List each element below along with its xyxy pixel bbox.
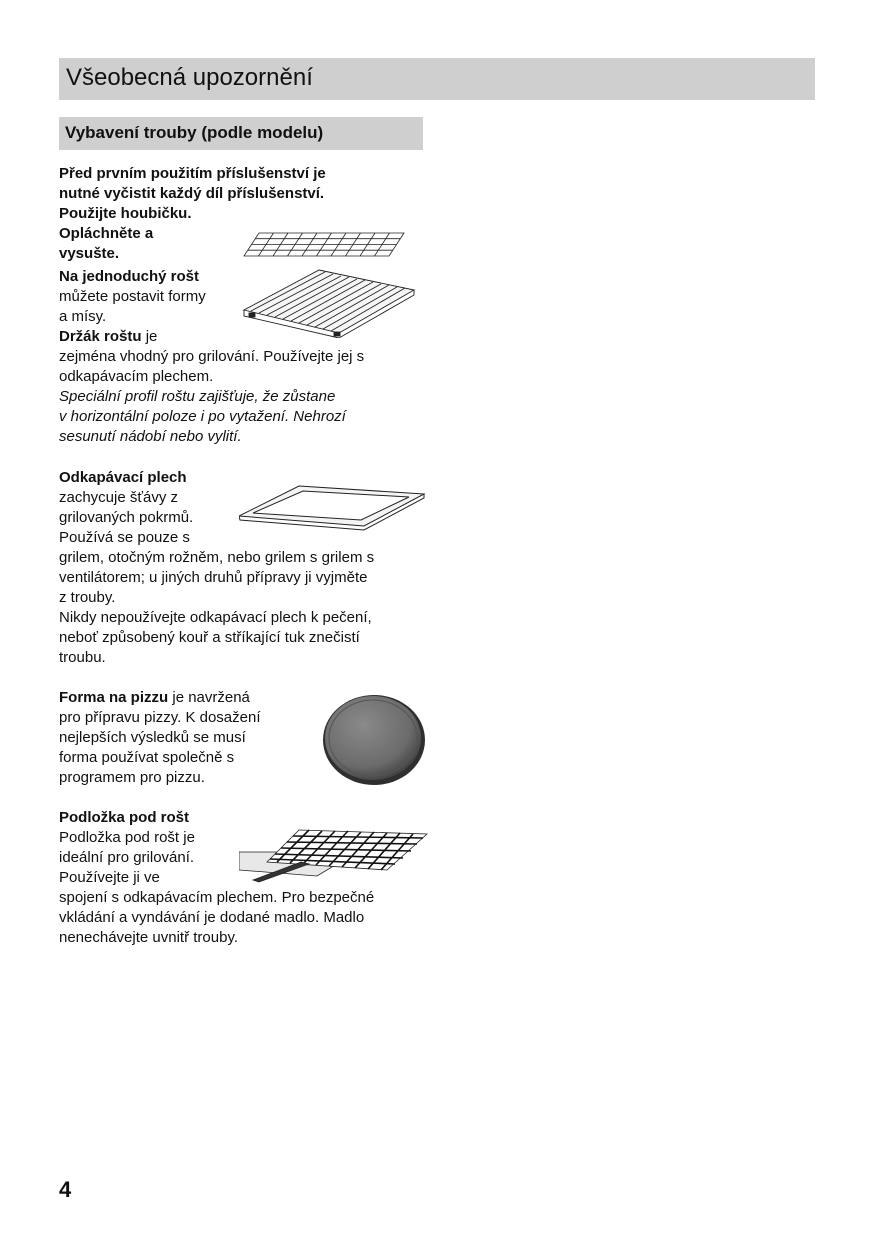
pad-title: Podložka pod rošt (59, 809, 190, 826)
section-title: Vybavení trouby (podle modelu) (65, 123, 324, 142)
pad-line: ideální pro grilování. (59, 849, 195, 866)
drip-line: neboť způsobený kouř a stříkající tuk znečistí (59, 629, 360, 646)
section-bar (59, 117, 423, 150)
holder-suffix: je (141, 328, 158, 345)
pizza-line: nejlepších výsledků se musí (59, 729, 246, 746)
rack-line: a mísy. (59, 308, 107, 325)
drip-line: grilovaných pokrmů. (59, 509, 194, 526)
page-number: 4 (59, 1177, 72, 1202)
rack-line: můžete postavit formy (59, 288, 206, 305)
drip-title: Odkapávací plech (59, 469, 187, 486)
holder-note: Speciální profil roštu zajišťuje, že zůstane (59, 388, 336, 405)
drip-block (59, 468, 429, 668)
rack-pad-icon (239, 826, 429, 886)
drip-line: troubu. (59, 649, 106, 666)
pad-block (59, 808, 429, 948)
intro-line: Opláchněte a (59, 225, 154, 242)
drip-line: Používá se pouze s (59, 529, 190, 546)
intro-line: Před prvním použitím příslušenství je (59, 165, 326, 182)
intro-line: Použijte houbičku. (59, 205, 192, 222)
holder-line: zejména vhodný pro grilování. Používejte jej s (59, 348, 365, 365)
holder-note: sesunutí nádobí nebo vylití. (59, 428, 242, 445)
intro-block (59, 164, 429, 447)
pad-line: nenechávejte uvnitř trouby. (59, 929, 238, 946)
holder-title: Držák roštu (59, 328, 142, 345)
intro-line: vysušte. (59, 245, 120, 262)
holder-note: v horizontální poloze i po vytažení. Nehrozí (59, 408, 346, 425)
pizza-line: programem pro pizzu. (59, 769, 205, 786)
wire-grid-icon (239, 228, 429, 338)
drip-line: grilem, otočným rožněm, nebo grilem s grilem s (59, 549, 375, 566)
drip-line: zachycuje šťávy z (59, 489, 179, 506)
drip-line: Nikdy nepoužívejte odkapávací plech k pečení, (59, 609, 372, 626)
pizza-line: pro přípravu pizzy. K dosažení (59, 709, 261, 726)
drip-tray-icon (239, 482, 429, 532)
pizza-pan-icon (317, 690, 429, 790)
pad-line: Podložka pod rošt je (59, 829, 195, 846)
header-bar (59, 58, 815, 100)
pizza-suffix: je navržená (168, 689, 250, 706)
pizza-title: Forma na pizzu (59, 689, 169, 706)
pizza-line: forma používat společně s (59, 749, 235, 766)
pizza-block (59, 688, 429, 790)
page-title: Všeobecná upozornění (66, 64, 313, 91)
pad-line: spojení s odkapávacím plechem. Pro bezpečné (59, 889, 375, 906)
intro-line: nutné vyčistit každý díl příslušenství. (59, 185, 325, 202)
rack-title: Na jednoduchý rošt (59, 268, 200, 285)
pad-line: Používejte ji ve (59, 869, 160, 886)
oven-rack-icon (244, 270, 414, 338)
holder-line: odkapávacím plechem. (59, 368, 214, 385)
drip-line: z trouby. (59, 589, 116, 606)
drip-line: ventilátorem; u jiných druhů přípravy ji vyjměte (59, 569, 368, 586)
pad-line: vkládání a vyndávání je dodané madlo. Madlo (59, 909, 365, 926)
